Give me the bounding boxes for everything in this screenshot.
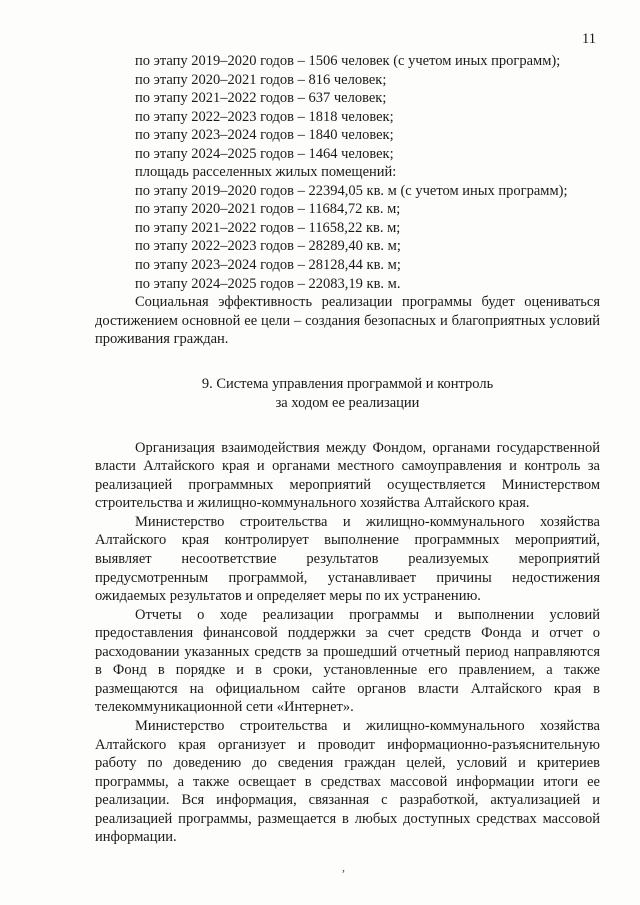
paragraph: Министерство строительства и жилищно-коммунального хозяйства Алтайского края организует и проводит информационно-разъяснительную работу по доведению до сведения граждан целей, условий и критериев программы, а также освещает в средствах массовой информации итоги ее реализации. Вся информация, связанная с разработкой, актуализацией и реализацией программы, размещается в любых доступных средствах массовой информации.: [95, 717, 600, 846]
list-item: по этапу 2021–2022 годов – 637 человек;: [135, 90, 387, 107]
list-item: площадь расселенных жилых помещений:: [135, 164, 397, 181]
section-heading-line-2: за ходом ее реализации: [275, 394, 420, 411]
paragraph: Министерство строительства и жилищно-коммунального хозяйства Алтайского края контролирует выполнение программных мероприятий, выявляет несоответствие результатов реализуемых мероприятий предусмотренным программой, устанавливает причины недостижения ожидаемых результатов и определяет меры по их устранению.: [95, 513, 600, 605]
list-item: по этапу 2022–2023 годов – 1818 человек;: [135, 108, 394, 125]
list-item: по этапу 2024–2025 годов – 1464 человек;: [135, 145, 394, 162]
paragraph: Отчеты о ходе реализации программы и выполнении условий предоставления финансовой поддержки за счет средств Фонда и отчет о расходовании указанных средств за прошедший отчетный период направляются в Фонд в порядке и в сроки, установленные его правлением, а также размещаются на официальном сайте органов власти Алтайского края в телекоммуникационной сети «Интернет».: [95, 606, 600, 716]
list-item: по этапу 2020–2021 годов – 11684,72 кв. м;: [135, 201, 401, 218]
paragraph: Организация взаимодействия между Фондом, органами государственной власти Алтайского края и органами местного самоуправления и контроль за реализацией программных мероприятий осуществляется Министерством строительства и жилищно-коммунального хозяйства Алтайского края.: [95, 439, 600, 512]
social-effect-paragraph: Социальная эффективность реализации программы будет оцениваться достижением основной ее цели – создания безопасных и благоприятных условий проживания граждан.: [95, 294, 600, 348]
document-body: [95, 52, 600, 847]
list-item: по этапу 2023–2024 годов – 28128,44 кв. м;: [135, 257, 401, 274]
list-item: по этапу 2020–2021 годов – 816 человек;: [135, 71, 387, 88]
list-item: по этапу 2019–2020 годов – 1506 человек (с учетом иных программ);: [135, 53, 561, 69]
list-item: по этапу 2022–2023 годов – 28289,40 кв. м;: [135, 238, 401, 255]
list-item: по этапу 2019–2020 годов – 22394,05 кв. м (с учетом иных программ);: [135, 182, 568, 199]
list-item: по этапу 2021–2022 годов – 11658,22 кв. м;: [135, 219, 401, 236]
page-number: 11: [582, 31, 596, 47]
list-item: по этапу 2023–2024 годов – 1840 человек;: [135, 127, 394, 144]
scan-dot: ,: [342, 860, 345, 874]
section-heading-line-1: 9. Система управления программой и контроль: [201, 375, 494, 392]
list-item: по этапу 2024–2025 годов – 22083,19 кв. м.: [135, 275, 401, 292]
